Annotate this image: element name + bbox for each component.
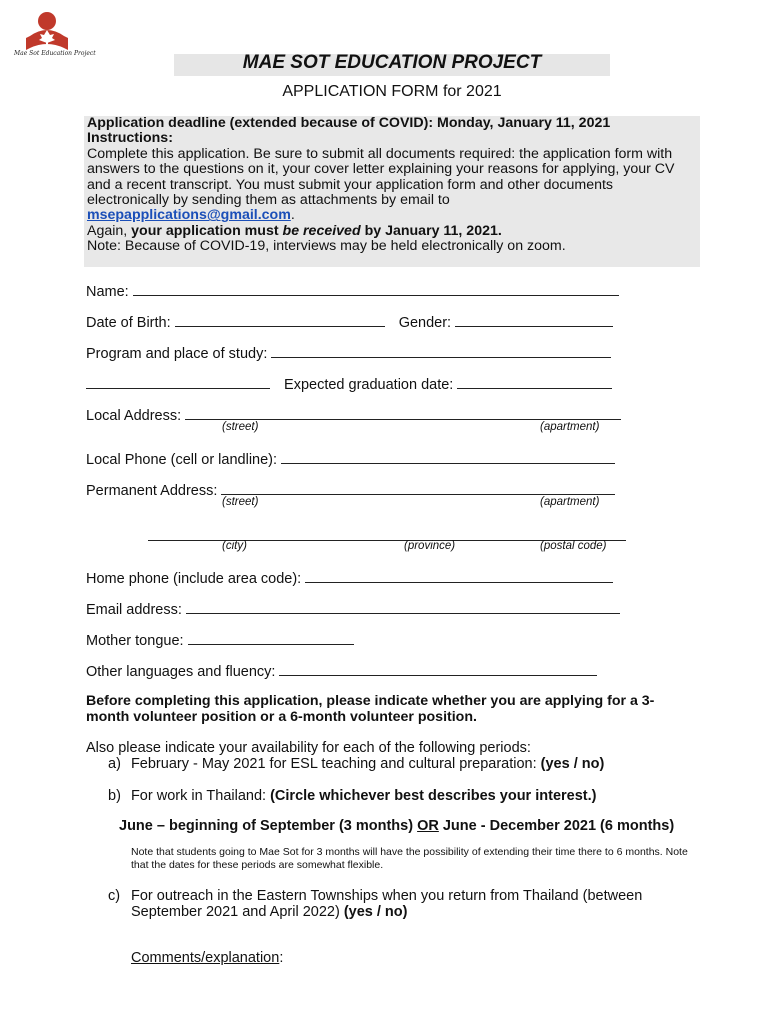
gender-label: Gender: [398,315,452,331]
again-prefix: Again, [87,222,132,239]
page-subtitle: APPLICATION FORM for 2021 [282,83,502,100]
local-street-caption: (street) [222,421,259,433]
grad-date-field[interactable] [457,376,612,389]
name-field[interactable] [133,283,619,296]
page-title: MAE SOT EDUCATION PROJECT [242,52,542,73]
period-b-instruction: (Circle whichever best describes your interest.) [270,788,597,804]
permanent-apartment-caption: (apartment) [540,496,600,508]
grad-date-label: Expected graduation date: [284,377,454,393]
availability-text: Also please indicate your availability for each of the following periods: [86,740,531,756]
program-row [86,345,611,362]
dob-label: Date of Birth: [86,315,171,331]
program-field-continued[interactable] [86,376,270,389]
deadline-text: Application deadline (extended because of COVID): Monday, January 11, 2021 [87,115,611,131]
province-caption: (province) [404,540,456,552]
extension-note: Note that students going to Mae Sot for 3 months will have the possibility of extending their time there to 6 months. Note that the dates for these periods are somewhat flexible. [131,846,688,871]
instructions-paragraph [87,147,697,224]
graduation-row [86,376,612,393]
again-suffix: by January 11, 2021. [360,222,502,239]
home-phone-label: Home phone (include area code): [86,571,302,587]
mother-tongue-label: Mother tongue: [86,633,184,649]
other-languages-label: Other languages and fluency: [86,664,276,680]
period-c-body [131,888,688,920]
instructions-block [87,116,697,255]
period-c-label: c) [108,888,121,904]
period: . [290,207,295,224]
or-text: OR [417,818,439,834]
period-c-text: For outreach in the Eastern Townships when you return from Thailand (between September 2021 and April 2022) [131,888,643,920]
mother-tongue-row [86,632,354,649]
permanent-address-row [86,482,615,499]
comments-row [131,950,283,966]
period-a-choice[interactable]: (yes / no) [540,756,605,772]
email-field[interactable] [186,601,620,614]
other-languages-row [86,663,597,680]
local-address-label: Local Address: [86,408,182,424]
dob-gender-row [86,314,613,331]
city-caption: (city) [222,540,247,552]
comments-label: Comments/explanation [131,950,280,966]
logo-emblem-icon [18,10,76,54]
other-languages-field[interactable] [279,663,597,676]
position-intro: Before completing this application, please indicate whether you are applying for a 3-month volunteer position or a 6-month volunteer position. [86,693,655,725]
logo-caption: Mae Sot Education Project [14,50,96,57]
local-phone-row [86,451,615,468]
again-bold: your application must [131,222,283,239]
period-a-label: a) [108,756,121,772]
program-field[interactable] [271,345,611,358]
permanent-address-label: Permanent Address: [86,483,218,499]
local-phone-field[interactable] [281,451,615,464]
period-a-text: February - May 2021 for ESL teaching and cultural preparation: [130,756,541,772]
postal-code-caption: (postal code) [540,540,607,552]
email-row [86,601,620,618]
logo [14,10,96,62]
instructions-text: Complete this application. Be sure to submit all documents required: the application form with answers to the questions on it, your cover letter explaining your reasons for applying, your CV and a recent transcript. You must submit your application form and other documents electronically by sending them as attachments by email to [87,145,675,209]
again-italic: be received [282,222,361,239]
local-apartment-caption: (apartment) [540,421,600,433]
comments-colon: : [279,950,284,966]
home-phone-row [86,570,613,587]
email-label: Email address: [86,602,182,618]
period-b-label: b) [108,788,121,804]
period-b-options [119,818,674,834]
permanent-address-field[interactable] [221,482,615,495]
covid-note: Note: Because of COVID-19, interviews may be held electronically on zoom. [87,238,566,255]
name-row [86,283,619,300]
program-label: Program and place of study: [86,346,268,362]
option-6-months[interactable]: June - December 2021 (6 months) [438,818,675,834]
mother-tongue-field[interactable] [188,632,354,645]
application-email-link[interactable]: msepapplications@gmail.com [87,207,291,224]
option-3-months[interactable]: June – beginning of September (3 months) [119,818,418,834]
again-line [87,224,697,239]
permanent-street-caption: (street) [222,496,259,508]
period-b [108,788,596,804]
name-label: Name: [86,284,129,300]
period-a [108,756,604,772]
period-c-choice[interactable]: (yes / no) [343,904,408,920]
dob-field[interactable] [175,314,385,327]
local-address-field[interactable] [185,407,621,420]
instructions-heading: Instructions: [87,130,173,147]
local-phone-label: Local Phone (cell or landline): [86,452,278,468]
gender-field[interactable] [455,314,613,327]
home-phone-field[interactable] [305,570,613,583]
period-c [108,888,688,920]
period-b-text: For work in Thailand: [130,788,271,804]
